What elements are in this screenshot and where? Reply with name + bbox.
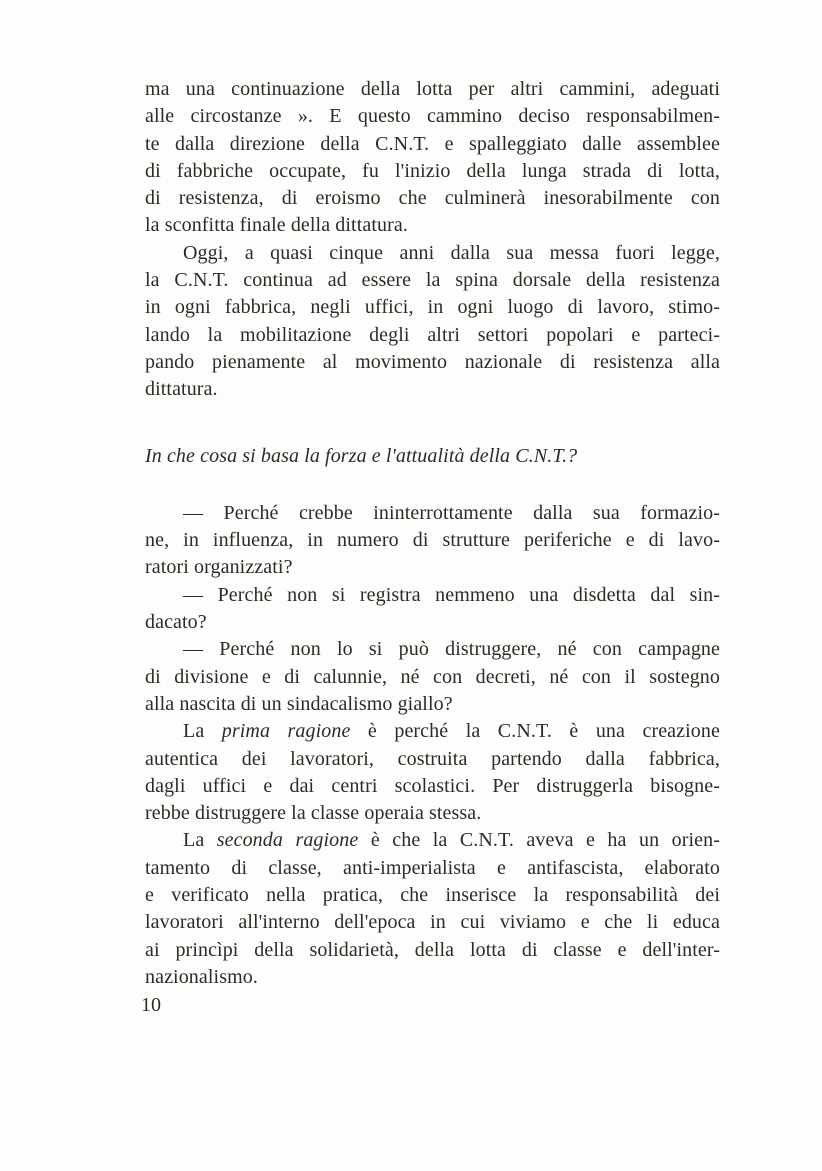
text-run: è che la C.N.T. aveva e ha un orien- — [358, 829, 720, 852]
text-run: alla nascita di un sindacalismo giallo? — [145, 692, 453, 715]
text-line — [145, 185, 720, 212]
text-line — [145, 267, 720, 294]
paragraph — [145, 827, 720, 991]
text-line — [145, 773, 720, 800]
text-line — [145, 827, 720, 854]
text-line — [145, 322, 720, 349]
text-line — [145, 376, 720, 403]
text-run: In che cosa si basa la forza e l'attualità della C.N.T.? — [145, 444, 578, 467]
text-run: alle circostanze ». E questo cammino deciso responsabilmen- — [145, 105, 720, 128]
text-run: La — [183, 720, 222, 743]
text-line — [145, 746, 720, 773]
text-line — [145, 131, 720, 158]
text-line — [145, 964, 720, 991]
paragraph — [145, 500, 720, 582]
section-heading — [145, 443, 720, 470]
text-run: — Perché non lo si può distruggere, né con campagne — [183, 638, 720, 661]
text-line — [145, 855, 720, 882]
text-line — [145, 909, 720, 936]
page-number: 10 — [141, 994, 161, 1016]
text-run: ratori organizzati? — [145, 556, 293, 579]
text-line — [145, 527, 720, 554]
text-line — [145, 691, 720, 718]
text-run: di fabbriche occupate, fu l'inizio della lunga strada di lotta, — [145, 159, 720, 182]
italic-text: seconda ragione — [216, 829, 359, 852]
text-run: la sconfitta finale della dittatura. — [145, 214, 408, 237]
text-run: — Perché non si registra nemmeno una disdetta dal sin- — [183, 583, 720, 606]
text-run: ne, in influenza, in numero di strutture periferiche e di lavo- — [145, 529, 720, 552]
text-run: ai princìpi della solidarietà, della lotta di classe e dell'inter- — [145, 938, 720, 961]
text-run: La — [183, 829, 217, 852]
italic-text: prima ragione — [221, 720, 351, 743]
text-run: lavoratori all'interno dell'epoca in cui viviamo e che li educa — [145, 911, 720, 934]
text-run: rebbe distruggere la classe operaia stessa. — [145, 802, 482, 825]
text-run: te dalla direzione della C.N.T. e spalleggiato dalle assemblee — [145, 132, 720, 155]
text-line — [145, 664, 720, 691]
paragraph — [145, 240, 720, 404]
text-run: dacato? — [145, 611, 207, 634]
text-line — [145, 800, 720, 827]
text-run: è perché la C.N.T. è una creazione — [350, 720, 720, 743]
text-line — [145, 582, 720, 609]
text-run: di resistenza, di eroismo che culminerà inesorabilmente con — [145, 187, 720, 210]
text-line — [145, 554, 720, 581]
text-line — [145, 76, 720, 103]
text-run: autentica dei lavoratori, costruita partendo dalla fabbrica, — [145, 747, 720, 770]
text-line — [145, 443, 720, 470]
text-body — [145, 76, 720, 991]
text-line — [145, 937, 720, 964]
paragraph — [145, 76, 720, 240]
text-run: pando pienamente al movimento nazionale di resistenza alla — [145, 350, 720, 373]
text-line — [145, 240, 720, 267]
text-run: e verificato nella pratica, che inserisce la responsabilità dei — [145, 884, 720, 907]
text-line — [145, 158, 720, 185]
text-line — [145, 212, 720, 239]
text-line — [145, 636, 720, 663]
text-run: in ogni fabbrica, negli uffici, in ogni luogo di lavoro, stimo- — [145, 296, 720, 319]
text-run: di divisione e di calunnie, né con decreti, né con il sostegno — [145, 665, 720, 688]
text-run: ma una continuazione della lotta per altri cammini, adeguati — [145, 78, 720, 100]
text-run: la C.N.T. continua ad essere la spina dorsale della resistenza — [145, 269, 720, 292]
paragraph — [145, 718, 720, 827]
text-line — [145, 294, 720, 321]
text-line — [145, 349, 720, 376]
text-run: nazionalismo. — [145, 965, 258, 988]
text-run: — Perché crebbe ininterrottamente dalla sua formazio- — [183, 501, 720, 524]
paragraph — [145, 582, 720, 637]
text-run: tamento di classe, anti-imperialista e antifascista, elaborato — [145, 856, 720, 879]
text-run: lando la mobilitazione degli altri settori popolari e parteci- — [145, 323, 720, 346]
text-line — [145, 103, 720, 130]
text-line — [145, 718, 720, 745]
paragraph — [145, 636, 720, 718]
text-run: Oggi, a quasi cinque anni dalla sua messa fuori legge, — [183, 241, 720, 264]
text-line — [145, 609, 720, 636]
text-line — [145, 500, 720, 527]
text-run: dittatura. — [145, 378, 218, 401]
text-run: dagli uffici e dai centri scolastici. Per distruggerla bisogne- — [145, 774, 720, 797]
text-line — [145, 882, 720, 909]
